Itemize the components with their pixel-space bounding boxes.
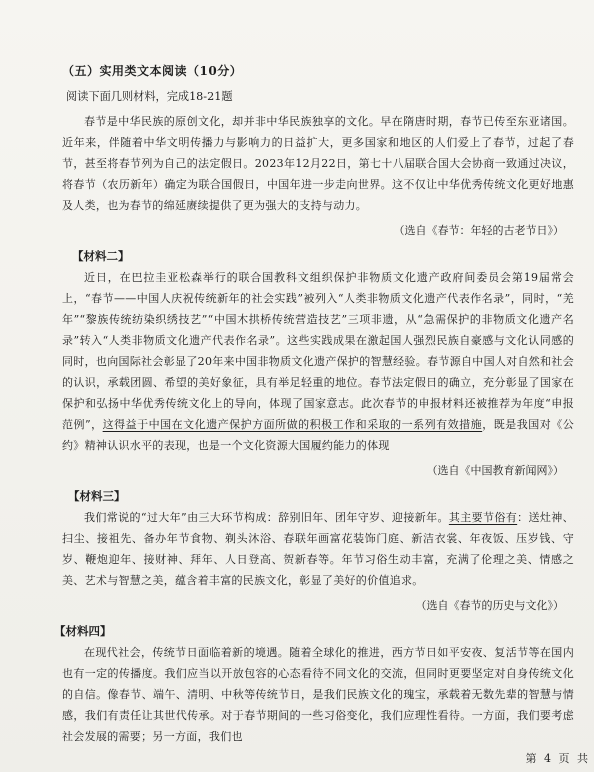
reading-section (54, 62, 574, 747)
material2-source: （选自《中国教育新闻网》） (426, 464, 564, 477)
section-title: （五）实用类文本阅读（10分） (62, 64, 243, 78)
material4-paragraph: 在现代社会，传统节日面临着新的境遇。随着全球化的推进，西方节日如平安夜、复活节等在国内也有一定的传播度。我们应当以开放包容的心态看待不同文化的交流，但同时更要坚定对自身传统文化的自信。像春节、端午、清明、中秋等传统节日，是我们民族文化的瑰宝，承载着无数先辈的智慧与情感，我们有责任让其世代传承。对于春节期间的一些习俗变化，我们应理性看待。一方面，我们要考虑社会发展的需要；另一方面，我们也 (62, 646, 574, 743)
material1-paragraph: 春节是中华民族的原创文化，却并非中华民族独享的文化。早在隋唐时期，春节已传至东亚诸国。近年来，伴随着中华文明传播力与影响力的日益扩大，更多国家和地区的人们爱上了春节，过起了春节，甚至将春节列为自己的法定假日。2023年12月22日，第七十八届联合国大会协商一致通过决议，将春节（农历新年）确定为联合国假日，中国年进一步走向世界。这不仅让中华优秀传统文化更好地惠及人类，也为春节的绵延赓续提供了更为强大的支持与动力。 (62, 115, 574, 212)
material3-paragraph (62, 507, 574, 591)
material2-text-before: 近日，在巴拉圭亚松森举行的联合国教科文组织保护非物质文化遗产政府间委员会第19届常会上，“春节——中国人庆祝传统新年的社会实践”被列入“人类非物质文化遗产代表作名录”，同时，“羌年”“黎族传统纺染织绣技艺”“中国木拱桥传统营造技艺”三项非遗，从“急需保护的非物质文化遗产名录”转入“人类非物质文化遗产代表作名录”。这些实践成果在激起国人强烈民族自豪感与文化认同感的同时，也向国际社会彰显了20年来中国非物质文化遗产保护的智慧经验。春节源自中国人对自然和社会的认识，承载团圆、希望的美好象征，具有举足轻重的地位。春节法定假日的确立，充分彰显了国家在保护和弘扬中华优秀传统文化上的导向，体现了国家意志。此次春节的申报材料还被推荐为年度“申报范例”， (62, 271, 574, 431)
page-number: 第 4 页 共 (525, 752, 590, 765)
material1-source: （选自《春节：年轻的古老节日》） (393, 224, 564, 237)
material2-heading: 【材料二】 (72, 249, 130, 263)
material2-underlined-sentence: 这得益于中国在文化遗产保护方面所做的积极工作和采取的一系列有效措施 (102, 418, 483, 431)
material3-text-after: ：送灶神、扫尘、接祖先、备办年节食物、剃头沐浴、春联年画富花装饰门庭、新洁衣裳、年夜饭、压岁钱、守岁、鞭炮迎年、接财神、拜年、人日登高、贺新春等。年节习俗生动丰富，充满了伦理之美、情感之美、艺术与智慧之美，蕴含着丰富的民族文化，彰显了美好的价值追求。 (62, 511, 574, 587)
material3-text-before: 我们常说的“过大年”由三大环节构成：辞别旧年、团年守岁、迎接新年。 (84, 511, 449, 524)
material2-text-after: ，既是我国对《公约》精神认识水平的表现，也是一个文化资源大国履约能力的体现 (62, 418, 574, 452)
material4-heading: 【材料四】 (54, 624, 112, 638)
material3-underlined-phrase: 其主要节俗有 (448, 511, 518, 524)
instruction: 阅读下面几则材料，完成18-21题 (66, 90, 233, 103)
material2-paragraph (62, 267, 574, 456)
material3-heading: 【材料三】 (68, 489, 126, 503)
material3-source: （选自《春节的历史与文化》） (415, 599, 564, 612)
